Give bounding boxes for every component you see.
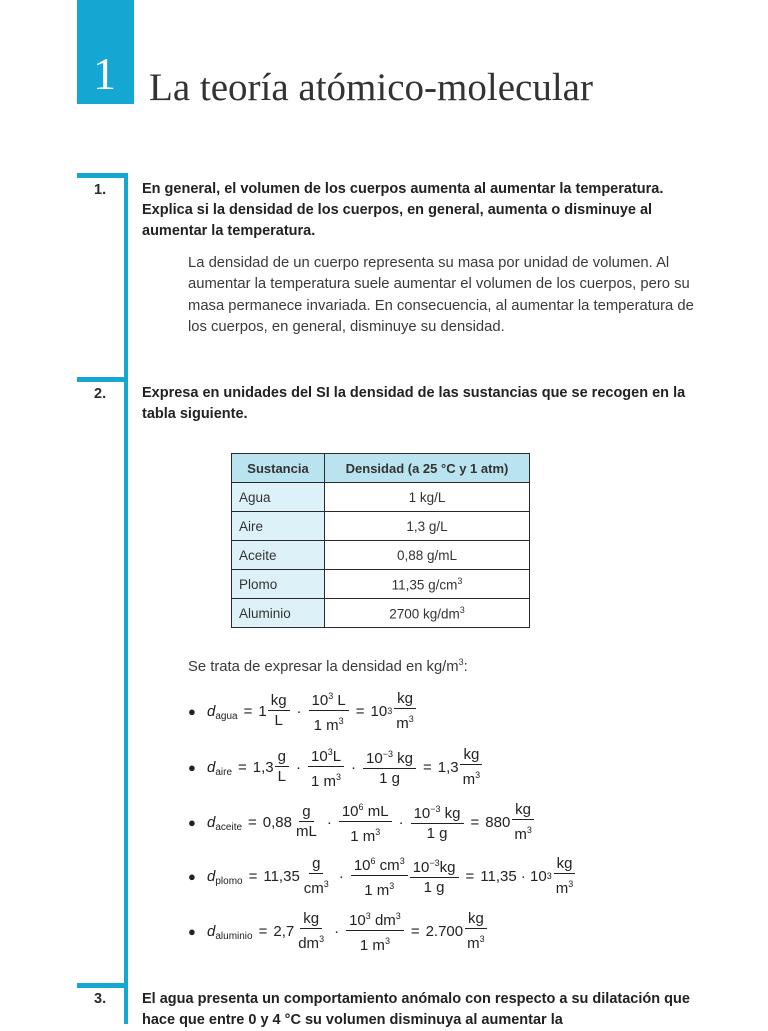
question-2-rule (124, 377, 128, 987)
question-1-rule (124, 173, 128, 378)
question-2-text: Expresa en unidades del SI la densidad de las sustancias que se recogen en la tabla siguiente. (142, 385, 686, 422)
table-cell-substance: Aire (232, 512, 325, 541)
question-3-number: 3. (94, 991, 107, 1007)
table-cell-substance: Aluminio (232, 599, 325, 628)
question-3-rule (124, 983, 128, 1024)
table-cell-density: 1 kg/L (325, 483, 530, 512)
question-2-bar (77, 377, 128, 382)
question-1-text: En general, el volumen de los cuerpos aumenta al aumentar la temperatura. Explica si la densidad de los cuerpos, en general, aumenta o disminuye al aumentar la temperatura. (142, 181, 664, 239)
table-header-row (232, 454, 530, 483)
table-row (232, 570, 530, 599)
formula-plomo: ● d plomo = 11,35 $\frac{g}{cm^3}$ · $\frac{10^6 cm^3}{1 m^3}$ $\frac{10^{-3}kg}{1 g}$ = 11,35 · 10 3 $\frac{kg}{m^3}$ (188, 851, 577, 901)
table-cell-substance: Aceite (232, 541, 325, 570)
question-3-text: El agua presenta un comportamiento anómalo con respecto a su dilatación que hace que entre 0 y 4 °C su volumen disminuya al aumentar la (142, 991, 690, 1028)
table-cell-density: 1,3 g/L (325, 512, 530, 541)
formula-agua: ● d agua = 1 $\frac{kg}{L}$ · $\frac{10^3 L}{1 m^3}$ = 10 3 $\frac{kg}{m^3}$ (188, 686, 418, 736)
table-header-density: Densidad (a 25 °C y 1 atm) (325, 454, 530, 483)
table-row (232, 599, 530, 628)
table-row (232, 541, 530, 570)
question-3-bar (77, 983, 128, 988)
table-row (232, 483, 530, 512)
question-1-number: 1. (94, 182, 107, 198)
table-cell-density: 0,88 g/mL (325, 541, 530, 570)
table-cell-substance: Plomo (232, 570, 325, 599)
formula-aceite: ● d aceite = 0,88 $\frac{g}{mL}$ · $\frac{10^6 mL}{1 m^3}$ · $\frac{10^{-3} kg}{1 g}$ = 880 $\frac{kg}{m^3}$ (188, 797, 536, 847)
question-2-number: 2. (94, 386, 107, 402)
density-table (231, 453, 530, 628)
table-cell-substance: Agua (232, 483, 325, 512)
question-1-answer: La densidad de un cuerpo representa su masa por unidad de volumen. Al aumentar la temperatura suele aumentar el volumen de los cuerpos, pero su masa permanece invariada. En consecuencia, al aumentar la temperatura de los cuerpos, en general, disminuye su densidad. (188, 255, 694, 335)
chapter-number-box (77, 0, 134, 104)
table-header-substance: Sustancia (232, 454, 325, 483)
question-1-bar (77, 173, 128, 178)
table-cell-density: 2700 $kg/dm^3$ (325, 599, 530, 628)
formula-aluminio: ● d aluminio = 2,7 $\frac{kg}{dm^3}$ · $\frac{10^3 dm^3}{1 m^3}$ = 2.700 $\frac{kg}{m^3}$ (188, 906, 489, 956)
chapter-number: 1 (93, 48, 116, 99)
formula-aire: ● d aire = 1,3 $\frac{g}{L}$ · $\frac{10^3L}{1 m^3}$ · $\frac{10^{-3} kg}{1 g}$ = 1,3 $\frac{kg}{m^3}$ (188, 742, 484, 792)
chapter-title: La teoría atómico-molecular (149, 66, 593, 109)
table-row (232, 512, 530, 541)
question-2-intro: Se trata de expresar la densidad en $kg/m^3$: (188, 657, 468, 675)
table-cell-density: 11,35 $g/cm^3$ (325, 570, 530, 599)
